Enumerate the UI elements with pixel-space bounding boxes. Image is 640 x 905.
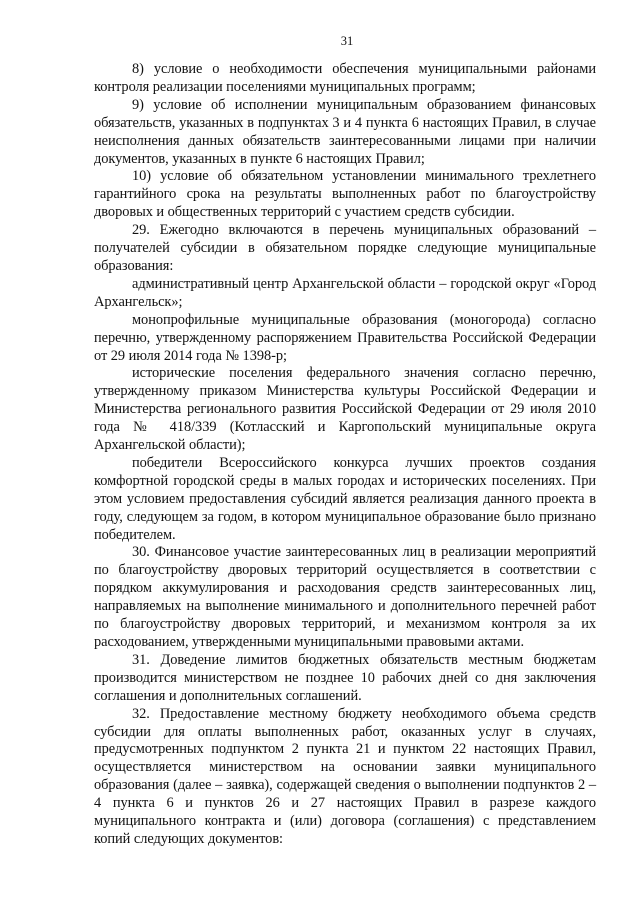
page-number: 31 — [340, 34, 354, 48]
paragraph-historic-settlements: исторические поселения федерального значения согласно перечню, утвержденному приказом Министерства культуры Российской Федерации и Министерства регионального развития Российской Федерации от 29 июля 2010 года № 418/339 (Котласский и Каргопольский муниципальные округа Архангельской области); — [94, 365, 596, 454]
paragraph-arkhangelsk: административный центр Архангельской области – городской округ «Город Архангельск»; — [94, 275, 596, 310]
paragraph-contest-winners: победители Всероссийского конкурса лучших проектов создания комфортной городской среды в малых городах и исторических поселениях. При этом условием предоставления субсидий является реализация данного проекта в году, следующем за годом, в котором муниципальное образование было признано победителем. — [94, 454, 596, 543]
paragraph-item-10: 10) условие об обязательном установлении минимального трехлетнего гарантийного срока на результаты выполненных работ по благоустройству дворовых и общественных территорий с участием средств субсидии. — [94, 168, 596, 221]
paragraph-item-9: 9) условие об исполнении муниципальным образованием финансовых обязательств, указанных в подпунктах 3 и 4 пункта 6 настоящих Правил, в случае неисполнения данных обязательств заинтересованными лицами при наличии документов, указанных в пункте 6 настоящих Правил; — [94, 96, 596, 167]
paragraph-clause-29: 29. Ежегодно включаются в перечень муниципальных образований – получателей субсидии в обязательном порядке следующие муниципальные образования: — [94, 222, 596, 274]
paragraph-clause-31: 31. Доведение лимитов бюджетных обязательств местным бюджетам производится министерством не позднее 10 рабочих дней со дня заключения соглашения и дополнительных соглашений. — [94, 651, 596, 704]
paragraph-clause-32: 32. Предоставление местному бюджету необходимого объема средств субсидии для оплаты выполненных работ, оказанных услуг в случаях, предусмотренных подпунктом 2 пункта 21 и пунктом 22 настоящих Правил, осуществляется министерством на основании заявки муниципального образования (далее – заявка), содержащей сведения о выполнении подпунктов 2 – 4 пункта 6 и пунктов 26 и 27 настоящих Правил в разрезе каждого муниципального контракта и (или) договора (соглашения) с представлением копий следующих документов: — [94, 705, 596, 847]
paragraph-clause-30: 30. Финансовое участие заинтересованных лиц в реализации мероприятий по благоустройству дворовых территорий осуществляется в соответствии с порядком аккумулирования и расходования средств заинтересованных лиц, направляемых на выполнение минимального и дополнительного перечней работ по благоустройству дворовых территорий, и механизмом контроля за их расходованием, утвержденными муниципальными правовыми актами. — [94, 544, 596, 650]
paragraph-monotowns: монопрофильные муниципальные образования (моногорода) согласно перечню, утвержденному распоряжением Правительства Российской Федерации от 29 июля 2014 года № 1398-р; — [94, 311, 596, 364]
paragraph-item-8: 8) условие о необходимости обеспечения муниципальными районами контроля реализации поселениями муниципальных программ; — [94, 61, 596, 95]
